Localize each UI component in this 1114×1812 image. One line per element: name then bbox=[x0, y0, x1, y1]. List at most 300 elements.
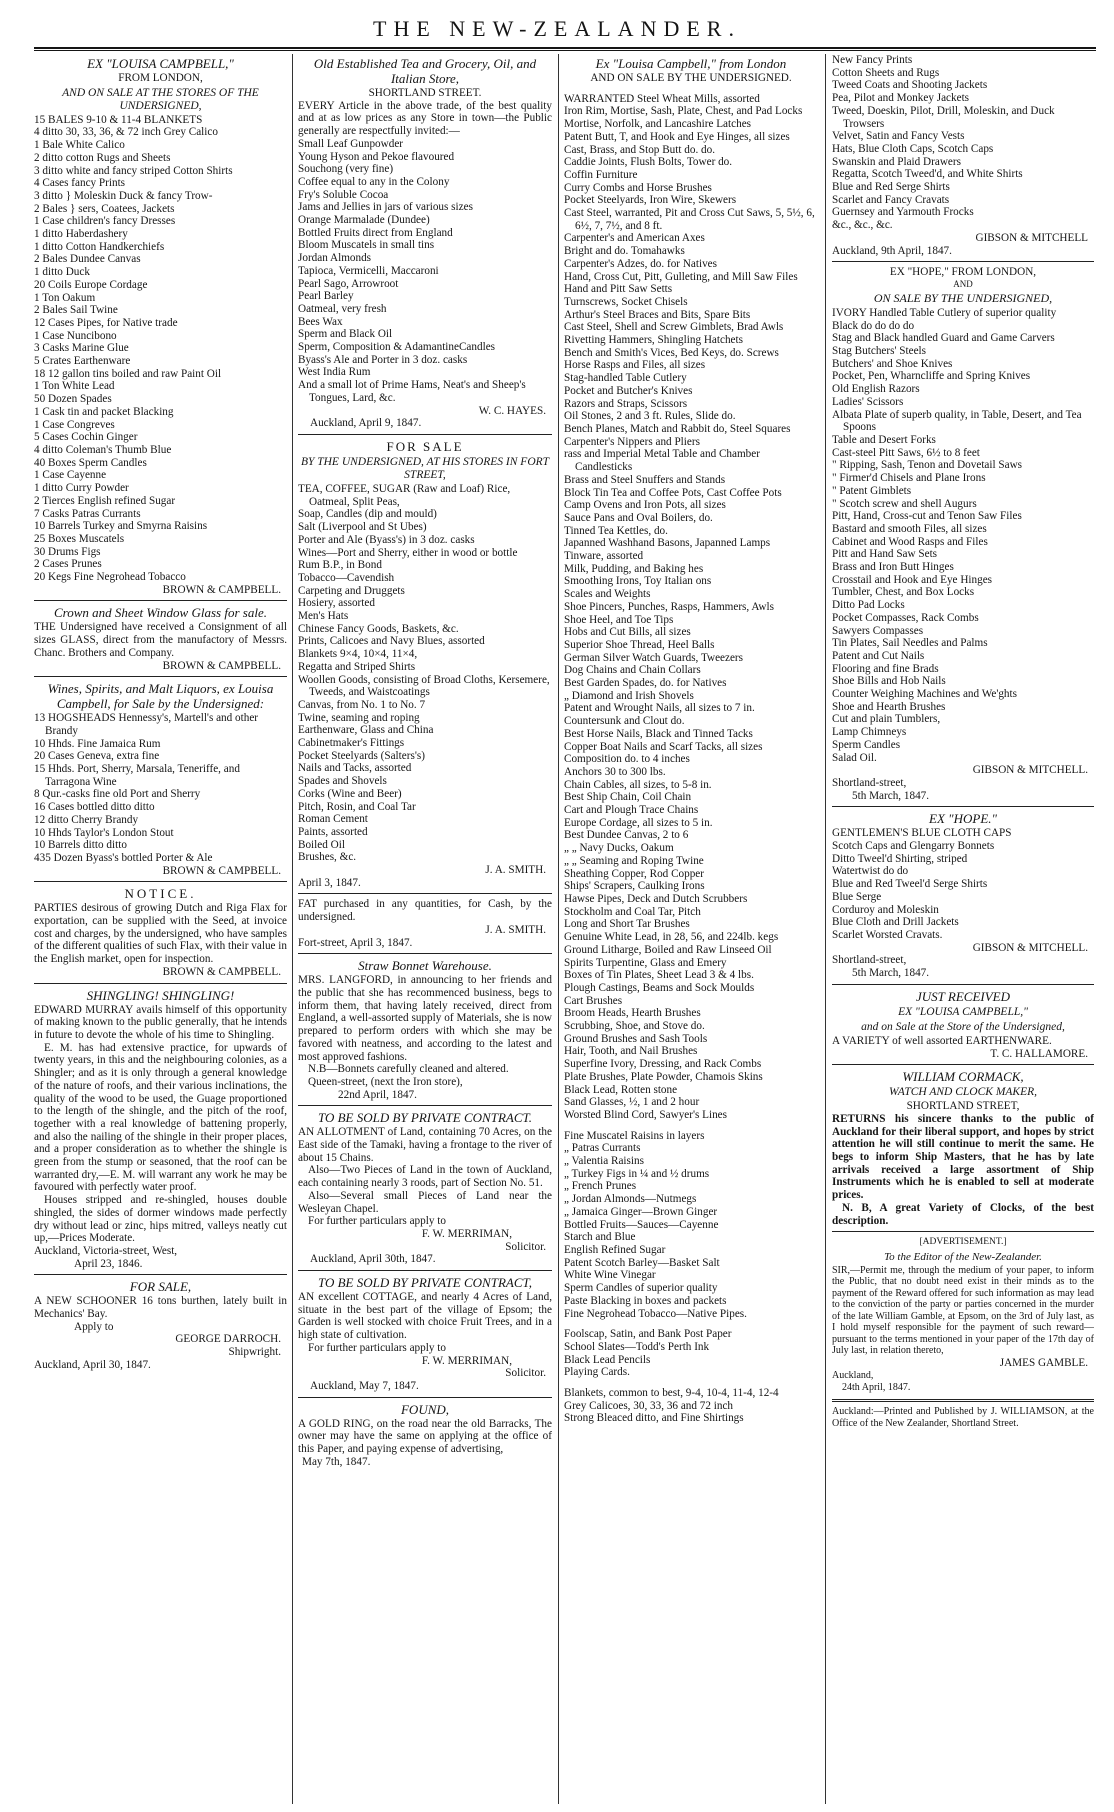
list-line: Guernsey and Yarmouth Frocks bbox=[832, 206, 974, 219]
list-line: Chinese Fancy Goods, Baskets, &c. bbox=[298, 622, 459, 635]
advertiser-signature: W. C. HAYES. bbox=[478, 404, 546, 417]
list-line: Long and Short Tar Brushes bbox=[564, 918, 690, 931]
list-line: Cotton Sheets and Rugs bbox=[832, 66, 940, 79]
list-line: Table and Desert Forks bbox=[832, 433, 936, 446]
advertiser-signature: BROWN & CAMPBELL. bbox=[162, 583, 281, 596]
ad-date: Auckland, April 30, 1847. bbox=[34, 1358, 151, 1371]
list-line: TEA, COFFEE, SUGAR (Raw and Loaf) Rice, Oatmeal, Split Peas, bbox=[298, 482, 511, 508]
list-line: Sauce Pans and Oval Boilers, do. bbox=[564, 511, 713, 524]
list-line: Pea, Pilot and Monkey Jackets bbox=[832, 92, 970, 105]
list-line: Salt (Liverpool and St Ubes) bbox=[298, 521, 427, 534]
list-line: Tinware, assorted bbox=[564, 550, 644, 563]
list-line: Grey Calicoes, 30, 33, 36 and 72 inch bbox=[564, 1399, 734, 1412]
shingling-address: Auckland, Victoria-street, West, bbox=[34, 1244, 178, 1257]
watchmaker-street: SHORTLAND STREET, bbox=[906, 1100, 1020, 1113]
found-text: A GOLD RING, on the road near the old Barracks, The owner may have the same on applying at the office of this Paper, and paying expense of advertising, bbox=[298, 1417, 552, 1456]
advertisement-label: [ADVERTISEMENT.] bbox=[919, 1237, 1007, 1248]
list-line: Tin Plates, Sail Needles and Palms bbox=[832, 637, 988, 650]
louisa-campbell-sale: AND ON SALE AT THE STORES OF THE UNDERSIGNED, bbox=[62, 86, 259, 112]
list-line: „ Patras Currants bbox=[564, 1142, 641, 1155]
tea-store-text: EVERY Article in the above trade, of the best quality and at as low prices as any Store in town—the Public generally are respectfully invited:— bbox=[298, 99, 552, 138]
list-line: Black do do do do bbox=[832, 319, 915, 332]
list-line: Hand, Cross Cut, Pitt, Gulleting, and Mill Saw Files bbox=[564, 270, 798, 283]
louisa-campbell-heading: EX "LOUISA CAMPBELL," bbox=[87, 56, 234, 71]
list-line: School Slates—Todd's Perth Ink bbox=[564, 1340, 710, 1353]
column-divider bbox=[558, 54, 559, 1804]
list-line: Oil Stones, 2 and 3 ft. Rules, Slide do. bbox=[564, 410, 736, 423]
advertiser-signature: F. W. MERRIMAN, bbox=[421, 1227, 512, 1240]
list-line: And a small lot of Prime Hams, Neat's and Sheep's Tongues, Lard, &c. bbox=[298, 379, 526, 404]
apply-to: For further particulars apply to bbox=[308, 1341, 446, 1354]
list-line: Velvet, Satin and Fancy Vests bbox=[832, 130, 965, 143]
masthead bbox=[0, 0, 1114, 52]
list-line: Blue and Red Tweel'd Serge Shirts bbox=[832, 878, 988, 891]
list-line: Spades and Shovels bbox=[298, 775, 387, 788]
list-line: Blue Serge bbox=[832, 890, 882, 903]
list-line: Coffee equal to any in the Colony bbox=[298, 175, 450, 188]
list-line: Pearl Sago, Arrowroot bbox=[298, 277, 399, 290]
notice-text: PARTIES desirous of growing Dutch and Riga Flax for exportation, can be supplied with the Seed, at invoice cost and charges, by the undersigned, who have samples of the different qualities of such Flax, with their value in the English market, open for inspection. bbox=[34, 902, 287, 966]
shingling-date: April 23, 1846. bbox=[74, 1257, 143, 1270]
list-line: " Firmer'd Chisels and Plane Irons bbox=[832, 472, 986, 485]
list-line: „ Valentia Raisins bbox=[564, 1155, 644, 1168]
list-line: Bench and Smith's Vices, Bed Keys, do. Screws bbox=[564, 346, 779, 359]
list-line: Camp Ovens and Iron Pots, all sizes bbox=[564, 499, 726, 512]
ad-date: 5th March, 1847. bbox=[852, 789, 930, 802]
clothing-list bbox=[832, 54, 1094, 232]
list-line: Hand and Pitt Saw Setts bbox=[564, 283, 673, 296]
list-line: Shoe and Hearth Brushes bbox=[832, 700, 946, 713]
list-line: 10 Hhds. Fine Jamaica Rum bbox=[34, 737, 161, 750]
advertiser-signature: BROWN & CAMPBELL. bbox=[162, 864, 281, 877]
advertiser-trade: Solicitor. bbox=[505, 1367, 546, 1380]
list-line: 3 ditto } Moleskin Duck & fancy Trow- bbox=[34, 189, 213, 202]
list-line: Europe Cordage, all sizes to 5 in. bbox=[564, 816, 713, 829]
list-line: 8 Qur.-casks fine old Port and Sherry bbox=[34, 788, 201, 801]
list-line: West India Rum bbox=[298, 366, 371, 379]
column-divider bbox=[292, 54, 293, 1804]
list-line: Patent and Wrought Nails, all sizes to 7 in. bbox=[564, 702, 755, 715]
list-line: Scarlet Worsted Cravats. bbox=[832, 929, 943, 941]
list-line: Ground Brushes and Sash Tools bbox=[564, 1032, 708, 1045]
list-line: Spirits Turpentine, Glass and Emery bbox=[564, 956, 727, 969]
straw-bonnet-text: MRS. LANGFORD, in announcing to her friends and the public that she has recommenced business, begs to inform them, that having lately received, direct from England, a well-assorted supply of Materials, she is now prepared to perform orders with which she may be favored with neatness, and according to the latest and most approved fashions. bbox=[298, 974, 552, 1063]
list-line: IVORY Handled Table Cutlery of superior quality bbox=[832, 306, 1057, 319]
list-line: Patent Butt, T, and Hook and Eye Hinges, all sizes bbox=[564, 130, 790, 143]
list-line: Hats, Blue Cloth Caps, Scotch Caps bbox=[832, 142, 994, 155]
list-line: Cast-steel Pitt Saws, 6½ to 8 feet bbox=[832, 446, 980, 459]
list-line: Old English Razors bbox=[832, 383, 920, 396]
list-line: 10 Barrels ditto ditto bbox=[34, 839, 127, 852]
list-line: Bastard and smooth Files, all sizes bbox=[832, 522, 987, 535]
list-line: Blue Cloth and Drill Jackets bbox=[832, 916, 959, 929]
list-line: Tumbler, Chest, and Box Locks bbox=[832, 586, 975, 599]
printer-imprint: Auckland:—Printed and Published by J. WILLIAMSON, at the Office of the New Zealander, Shortland Street. bbox=[832, 1406, 1094, 1429]
list-line: Brass and Iron Butt Hinges bbox=[832, 561, 954, 574]
for-sale-heading: FOR SALE bbox=[386, 438, 464, 454]
list-line: Patent Scotch Barley—Basket Salt bbox=[564, 1256, 720, 1269]
hardware-list bbox=[564, 93, 818, 1122]
list-line: Regatta, Scotch Tweed'd, and White Shirts bbox=[832, 168, 1023, 181]
notice-heading: NOTICE. bbox=[124, 886, 197, 902]
list-line: Bloom Muscatels in small tins bbox=[298, 239, 435, 252]
column-divider bbox=[825, 54, 826, 1804]
list-line: Scotch Caps and Glengarry Bonnets bbox=[832, 840, 995, 853]
list-line: Pocket and Butcher's Knives bbox=[564, 384, 693, 397]
straw-bonnet-heading: Straw Bonnet Warehouse. bbox=[358, 958, 492, 974]
list-line: Fine Negrohead Tobacco—Native Pipes. bbox=[564, 1307, 747, 1320]
letter-addressee: To the Editor of the New-Zealander. bbox=[884, 1250, 1042, 1263]
list-line: Rum B.P., in Bond bbox=[298, 559, 382, 572]
list-line: Wines—Port and Sherry, either in wood or bottle bbox=[298, 546, 518, 559]
letter-signature: JAMES GAMBLE. bbox=[999, 1356, 1088, 1369]
list-line: Cast Steel, warranted, Pit and Cross Cut Saws, 5, 5½, 6, 6½, 7, 7½, and 8 ft. bbox=[564, 207, 815, 232]
list-line: Orange Marmalade (Dundee) bbox=[298, 214, 430, 227]
cottage-text: AN excellent COTTAGE, and nearly 4 Acres of Land, situate in the best part of the village of Epsom; the Garden is well stocked with choice Fruit Trees, and in a high state of cultivation. bbox=[298, 1291, 552, 1342]
list-line: English Refined Sugar bbox=[564, 1243, 666, 1256]
list-line: Hawse Pipes, Deck and Dutch Scrubbers bbox=[564, 893, 748, 905]
tea-store-heading: Old Established Tea and Grocery, Oil, and Italian Store, bbox=[313, 56, 537, 86]
list-line: Jams and Jellies in jars of various sizes bbox=[298, 201, 473, 214]
masthead-rule bbox=[34, 47, 1096, 49]
list-line: Best Ship Chain, Coil Chain bbox=[564, 791, 692, 804]
list-line: 2 Cases Prunes bbox=[34, 558, 102, 571]
list-line: Tweed Coats and Shooting Jackets bbox=[832, 79, 988, 92]
private-contract-text: Also—Several small Pieces of Land near the Wesleyan Chapel. bbox=[298, 1189, 552, 1215]
advertiser-signature: BROWN & CAMPBELL. bbox=[162, 659, 281, 672]
schooner-text: A NEW SCHOONER 16 tons burthen, lately built in Mechanics' Bay. bbox=[34, 1295, 287, 1321]
masthead-rule-thin bbox=[34, 50, 1096, 51]
list-line: Cast Steel, Shell and Screw Gimblets, Brad Awls bbox=[564, 321, 784, 334]
list-line: Plate Brushes, Plate Powder, Chamois Skins bbox=[564, 1070, 763, 1083]
list-line: Brass and Steel Snuffers and Stands bbox=[564, 473, 726, 486]
list-line: „ Jamaica Ginger—Brown Ginger bbox=[564, 1205, 718, 1218]
list-line: 5 Cases Cochin Ginger bbox=[34, 431, 138, 444]
list-line: Ditto Tweel'd Shirting, striped bbox=[832, 852, 968, 865]
advertiser-signature: T. C. HALLAMORE. bbox=[990, 1047, 1088, 1060]
list-line: Pocket, Pen, Wharncliffe and Spring Knives bbox=[832, 370, 1031, 383]
list-line: Shoe Bills and Hob Nails bbox=[832, 675, 946, 688]
list-line: Bench Planes, Match and Rabbit do, Steel Squares bbox=[564, 422, 791, 435]
list-line: Sperm and Black Oil bbox=[298, 328, 393, 341]
cutlery-list bbox=[832, 307, 1094, 764]
list-line: Carpenter's and American Axes bbox=[564, 232, 705, 245]
list-line: 18 12 gallon tins boiled and raw Paint Oil bbox=[34, 367, 222, 380]
hardware-heading: Ex "Louisa Campbell," from London bbox=[595, 56, 787, 71]
list-line: Carpeting and Druggets bbox=[298, 584, 405, 597]
list-line: „ „ Navy Ducks, Oakum bbox=[564, 842, 674, 855]
list-line: German Silver Watch Guards, Tweezers bbox=[564, 651, 744, 664]
list-line: Cut and plain Tumblers, bbox=[832, 713, 941, 726]
list-line: Dog Chains and Chain Collars bbox=[564, 664, 701, 677]
list-line: rass and Imperial Metal Table and Chamber Candlesticks bbox=[564, 448, 760, 474]
list-line: Playing Cards. bbox=[564, 1366, 630, 1379]
list-line: Jordan Almonds bbox=[298, 252, 372, 265]
list-line: Ships' Scrapers, Caulking Irons bbox=[564, 880, 705, 893]
list-line: Mortise, Norfolk, and Lancashire Latches bbox=[564, 118, 752, 131]
list-line: Twine, seaming and roping bbox=[298, 711, 420, 724]
list-line: Ladies' Scissors bbox=[832, 395, 904, 408]
list-line: Stag-handled Table Cutlery bbox=[564, 372, 687, 385]
list-line: Caddie Joints, Flush Bolts, Tower do. bbox=[564, 156, 733, 169]
watchmaker-note: N. B, A great Variety of Clocks, of the best description. bbox=[832, 1201, 1094, 1227]
list-line: Soap, Candles (dip and mould) bbox=[298, 508, 437, 521]
list-line: 1 ditto Curry Powder bbox=[34, 482, 129, 495]
list-line: Hosiery, assorted bbox=[298, 597, 375, 610]
list-line: 1 Case Cayenne bbox=[34, 469, 107, 482]
list-line: Anchors 30 to 300 lbs. bbox=[564, 765, 666, 778]
list-line: Bright and do. Tomahawks bbox=[564, 245, 685, 258]
list-line: Nails and Tacks, assorted bbox=[298, 762, 412, 775]
list-line: Sheathing Copper, Rod Copper bbox=[564, 867, 705, 880]
straw-bonnet-note: N.B—Bonnets carefully cleaned and altered. bbox=[308, 1063, 509, 1076]
list-line: Pocket Steelyards (Salters's) bbox=[298, 749, 425, 762]
list-line: „ Diamond and Irish Shovels bbox=[564, 689, 694, 702]
list-line: Black Lead Pencils bbox=[564, 1353, 651, 1366]
list-line: Salad Oil. bbox=[832, 751, 877, 764]
list-line: Cast, Brass, and Stop Butt do. do. bbox=[564, 143, 716, 156]
list-line: Black Lead, Rotten stone bbox=[564, 1083, 678, 1096]
list-line: 2 Bales Sail Twine bbox=[34, 304, 118, 317]
list-line: Tobacco—Cavendish bbox=[298, 571, 395, 584]
ad-date: Auckland, 9th April, 1847. bbox=[832, 244, 952, 257]
list-line: Scarlet and Fancy Cravats bbox=[832, 193, 950, 206]
list-line: Boxes of Tin Plates, Sheet Lead 3 & 4 lbs. bbox=[564, 969, 754, 982]
shingling-paragraph: Houses stripped and re-shingled, houses double shingled, the sides of dormer windows made perfectly dry without lead or zinc, hips mitred, valleys neatly cut up,—Prices Moderate. bbox=[34, 1194, 287, 1245]
column-1 bbox=[34, 54, 287, 1804]
list-line: 10 Hhds Taylor's London Stout bbox=[34, 826, 174, 839]
ad-date: 5th March, 1847. bbox=[852, 967, 930, 980]
newspaper-title: THE NEW-ZEALANDER. bbox=[373, 16, 741, 41]
ad-date: May 7th, 1847. bbox=[302, 1455, 371, 1468]
list-line: 20 Cases Geneva, extra fine bbox=[34, 750, 160, 763]
private-contract-heading: TO BE SOLD BY PRIVATE CONTRACT. bbox=[317, 1110, 533, 1126]
list-line: Curry Combs and Horse Brushes bbox=[564, 181, 712, 194]
list-line: Coffin Furniture bbox=[564, 168, 638, 181]
list-line: Superior Shoe Thread, Heel Balls bbox=[564, 638, 715, 651]
hope-and: AND bbox=[953, 278, 973, 289]
list-line: Prints, Calicoes and Navy Blues, assorted bbox=[298, 635, 485, 648]
list-line: Watertwist do do bbox=[832, 865, 909, 878]
hardware-subheading: AND ON SALE BY THE UNDERSIGNED. bbox=[590, 72, 792, 84]
list-line: 3 Casks Marine Glue bbox=[34, 342, 129, 355]
watchmaker-heading: WILLIAM CORMACK, bbox=[902, 1069, 1024, 1085]
ad-date: Fort-street, April 3, 1847. bbox=[298, 936, 413, 949]
list-line: Rivetting Hammers, Shingling Hatchets bbox=[564, 334, 743, 347]
advertiser-signature: GIBSON & MITCHELL. bbox=[972, 941, 1088, 954]
list-line: Best Dundee Canvas, 2 to 6 bbox=[564, 829, 689, 842]
private-contract-heading: TO BE SOLD BY PRIVATE CONTRACT, bbox=[317, 1275, 533, 1291]
wines-heading: Wines, Spirits, and Malt Liquors, ex Louisa Campbell, for Sale by the Undersigned: bbox=[47, 681, 274, 712]
private-contract-text: AN ALLOTMENT of Land, containing 70 Acres, on the East side of the Tamaki, having a frontage to the river of about 15 Chains. bbox=[298, 1126, 552, 1164]
hope-heading: EX "HOPE," FROM LONDON, bbox=[889, 266, 1037, 279]
list-line: 40 Boxes Sperm Candles bbox=[34, 456, 147, 469]
list-line: 4 ditto Coleman's Thumb Blue bbox=[34, 443, 172, 456]
list-line: Bees Wax bbox=[298, 315, 343, 328]
ad-date: 22nd April, 1847. bbox=[338, 1088, 417, 1101]
list-line: White Wine Vinegar bbox=[564, 1269, 656, 1282]
list-line: 5 Crates Earthenware bbox=[34, 355, 131, 368]
tea-store-list bbox=[298, 138, 552, 405]
list-line: Fry's Soluble Cocoa bbox=[298, 188, 389, 201]
list-line: 2 Tierces English refined Sugar bbox=[34, 494, 176, 507]
list-line: " Patent Gimblets bbox=[832, 484, 912, 497]
list-line: Pitt and Hand Saw Sets bbox=[832, 548, 938, 561]
shingling-paragraph: E. M. has had extensive practice, for upwards of twenty years, in this and the neighbouring colonies, as a Shingler; and as it is only through a general knowledge of the nature of roofs, and their various inclinations, the quality of the wood to be used, the Guage proportioned to the length of the shingle, and the pitch of the roof, together with a real knowledge of battening properly, and also the nailing of the shingle in their proper places, and a proper consideration as to whether the shingle is green from the stump or seasoned, that the roof can be warranted dry,—E. M. will warrant any work he may be favoured with perfectly water proof. bbox=[34, 1041, 287, 1194]
list-line: Stockholm and Coal Tar, Pitch bbox=[564, 905, 701, 918]
list-line: Regatta and Striped Shirts bbox=[298, 660, 416, 673]
list-line: 1 ditto Haberdashery bbox=[34, 228, 128, 241]
louisa-campbell-list bbox=[34, 114, 287, 584]
list-line: Turnscrews, Socket Chisels bbox=[564, 295, 688, 308]
list-line: 2 ditto cotton Rugs and Sheets bbox=[34, 151, 171, 164]
list-line: Cabinet and Wood Rasps and Files bbox=[832, 535, 988, 548]
list-line: 13 HOGSHEADS Hennessy's, Martell's and other Brandy bbox=[34, 712, 259, 737]
fat-text: FAT purchased in any quantities, for Cash, by the undersigned. bbox=[298, 898, 552, 924]
list-line: Paste Blacking in boxes and packets bbox=[564, 1294, 727, 1307]
list-line: „ French Prunes bbox=[564, 1180, 637, 1193]
glass-heading: Crown and Sheet Window Glass for sale. bbox=[54, 605, 267, 621]
list-line: Men's Hats bbox=[298, 610, 349, 623]
list-line: 1 ditto Cotton Handkerchiefs bbox=[34, 240, 165, 253]
list-line: " Ripping, Sash, Tenon and Dovetail Saws bbox=[832, 459, 1023, 472]
list-line: Pocket Steelyards, Iron Wire, Skewers bbox=[564, 194, 737, 207]
list-line: Milk, Pudding, and Baking hes bbox=[564, 562, 704, 575]
list-line: Pearl Barley bbox=[298, 290, 354, 303]
advertiser-signature: J. A. SMITH. bbox=[485, 923, 546, 936]
list-line: 1 ditto Duck bbox=[34, 266, 90, 279]
list-line: Smoothing Irons, Toy Italian ons bbox=[564, 575, 712, 588]
list-line: Block Tin Tea and Coffee Pots, Cast Coffee Pots bbox=[564, 486, 782, 499]
just-received-heading: JUST RECEIVED bbox=[916, 988, 1010, 1004]
list-line: Scales and Weights bbox=[564, 588, 651, 601]
list-line: Souchong (very fine) bbox=[298, 163, 394, 176]
list-line: Best Horse Nails, Black and Tinned Tacks bbox=[564, 727, 753, 740]
column-4 bbox=[832, 54, 1094, 1804]
list-line: Carpenter's Nippers and Pliers bbox=[564, 435, 700, 448]
list-line: 1 Bale White Calico bbox=[34, 139, 125, 152]
ad-date: April 3, 1847. bbox=[298, 876, 361, 889]
list-line: Tapioca, Vermicelli, Maccaroni bbox=[298, 264, 439, 277]
column-2 bbox=[298, 54, 552, 1804]
list-line: Blankets, common to best, 9-4, 10-4, 11-4, 12-4 bbox=[564, 1387, 779, 1400]
list-line: Boiled Oil bbox=[298, 838, 345, 851]
caps-list bbox=[832, 827, 1094, 941]
list-line: Stag and Black handled Guard and Game Carvers bbox=[832, 332, 1055, 345]
list-line: Patent and Cut Nails bbox=[832, 649, 925, 662]
list-line: Broom Heads, Hearth Brushes bbox=[564, 1007, 701, 1020]
letter-place: Auckland, bbox=[832, 1369, 874, 1381]
list-line: Copper Boat Nails and Scarf Tacks, all sizes bbox=[564, 740, 763, 753]
list-line: Scrubbing, Shoe, and Stove do. bbox=[564, 1020, 705, 1033]
list-line: Japanned Washhand Basons, Japanned Lamps bbox=[564, 537, 771, 550]
for-sale-heading: FOR SALE, bbox=[129, 1279, 192, 1295]
list-line: Sperm Candles of superior quality bbox=[564, 1282, 718, 1295]
list-line: New Fancy Prints bbox=[832, 54, 913, 66]
list-line: Oatmeal, very fresh bbox=[298, 302, 387, 315]
advertiser-signature: BROWN & CAMPBELL. bbox=[162, 965, 281, 978]
list-line: Iron Rim, Mortise, Sash, Plate, Chest, and Pad Locks bbox=[564, 105, 803, 118]
list-line: 50 Dozen Spades bbox=[34, 393, 112, 406]
list-line: Fine Muscatel Raisins in layers bbox=[564, 1129, 705, 1142]
list-line: „ Jordan Almonds—Nutmegs bbox=[564, 1193, 697, 1206]
advertiser-trade: Shipwright. bbox=[228, 1346, 281, 1359]
list-line: 2 Bales } sers, Coatees, Jackets bbox=[34, 202, 175, 215]
list-line: Hobs and Cut Bills, all sizes bbox=[564, 626, 691, 639]
list-line: Starch and Blue bbox=[564, 1231, 636, 1244]
stationery-list bbox=[564, 1328, 818, 1379]
list-line: Worsted Blind Cord, Sawyer's Lines bbox=[564, 1108, 728, 1121]
list-line: Horse Rasps and Files, all sizes bbox=[564, 359, 706, 372]
list-line: Sand Glasses, ½, 1 and 2 hour bbox=[564, 1096, 700, 1109]
list-line: Albata Plate of superb quality, in Table, Desert, and Tea Spoons bbox=[832, 408, 1082, 434]
list-line: Pitch, Rosin, and Coal Tar bbox=[298, 800, 416, 813]
list-line: 12 Cases Pipes, for Native trade bbox=[34, 316, 178, 329]
just-received-sale: and on Sale at the Store of the Undersigned, bbox=[861, 1020, 1065, 1033]
list-line: 2 Bales Dundee Canvas bbox=[34, 253, 141, 266]
list-line: 435 Dozen Byass's bottled Porter & Ale bbox=[34, 851, 213, 864]
advertiser-trade: Solicitor. bbox=[505, 1240, 546, 1253]
list-line: Sperm, Composition & AdamantineCandles bbox=[298, 341, 496, 354]
list-line: Small Leaf Gunpowder bbox=[298, 137, 404, 150]
list-line: Pitt, Hand, Cross-cut and Tenon Saw Files bbox=[832, 510, 1022, 523]
list-line: Ditto Pad Locks bbox=[832, 599, 905, 612]
list-line: Cabinetmaker's Fittings bbox=[298, 737, 405, 750]
list-line: Bottled Fruits direct from England bbox=[298, 226, 453, 239]
list-line: 10 Barrels Turkey and Smyrna Raisins bbox=[34, 520, 208, 533]
louisa-campbell-from: FROM LONDON, bbox=[118, 72, 203, 84]
list-line: 15 Hhds. Port, Sherry, Marsala, Teneriffe, and Tarragona Wine bbox=[34, 763, 240, 788]
advertiser-signature: GEORGE DARROCH. bbox=[175, 1333, 281, 1346]
wines-list bbox=[34, 712, 287, 864]
just-received-ex: EX "LOUISA CAMPBELL," bbox=[898, 1005, 1028, 1018]
list-line: Razors and Straps, Scissors bbox=[564, 397, 688, 410]
fort-street-list bbox=[298, 483, 552, 864]
list-line: 1 Case Congreves bbox=[34, 418, 115, 431]
column-3 bbox=[564, 54, 818, 1804]
list-line: Counter Weighing Machines and We'ghts bbox=[832, 688, 1017, 701]
list-line: Corks (Wine and Beer) bbox=[298, 787, 402, 800]
ad-address: Shortland-street, bbox=[832, 954, 907, 967]
list-line: Flooring and fine Brads bbox=[832, 662, 939, 675]
drapery-list bbox=[564, 1387, 818, 1425]
list-line: 20 Coils Europe Cordage bbox=[34, 278, 148, 291]
list-line: Young Hyson and Pekoe flavoured bbox=[298, 150, 455, 163]
list-line: Ground Litharge, Boiled and Raw Linseed Oil bbox=[564, 943, 772, 956]
list-line: 3 ditto white and fancy striped Cotton Shirts bbox=[34, 164, 233, 177]
list-line: Paints, assorted bbox=[298, 825, 368, 838]
found-heading: FOUND, bbox=[400, 1401, 450, 1417]
list-line: Shoe Heel, and Toe Tips bbox=[564, 613, 674, 626]
list-line: Shoe Pincers, Punches, Rasps, Hammers, Awls bbox=[564, 600, 774, 613]
list-line: Byass's Ale and Porter in 3 doz. casks bbox=[298, 353, 468, 366]
list-line: 1 Case children's fancy Dresses bbox=[34, 215, 176, 228]
list-line: Best Garden Spades, do. for Natives bbox=[564, 677, 727, 690]
list-line: " Scotch screw and shell Augurs bbox=[832, 497, 977, 510]
watchmaker-text: RETURNS his sincere thanks to the public of Auckland for their liberal support, and hopes by strict attention he will still continue to merit the same. He begs to inform Ship Masters, that he has by late arrivals received a large assortment of Ship Instruments which he is enabled to sell at moderate prices. bbox=[832, 1112, 1094, 1202]
tea-store-street: SHORTLAND STREET. bbox=[368, 87, 482, 99]
list-line: 1 Case Nuncibono bbox=[34, 329, 117, 342]
list-line: GENTLEMEN'S BLUE CLOTH CAPS bbox=[832, 827, 1012, 840]
list-line: WARRANTED Steel Wheat Mills, assorted bbox=[564, 92, 760, 105]
list-line: Tinned Tea Kettles, do. bbox=[564, 524, 668, 537]
list-line: Pocket Compasses, Rack Combs bbox=[832, 611, 979, 624]
advertiser-signature: F. W. MERRIMAN, bbox=[421, 1354, 512, 1367]
list-line: „ Turkey Figs in ¼ and ½ drums bbox=[564, 1167, 710, 1180]
letter-text: SIR,—Permit me, through the medium of your paper, to inform the Public, that no doubt need exist in their minds as to the payment of the Reward offered for such information as may lead to the conviction of the party or parties concerned in the murder of the late William Gamble, at Epsom, on the 3rd of July last, as I hold myself responsible for the payment of such reward—pursuant to the terms mentioned in your paper of the 17th day of July last, in relation thereto, bbox=[832, 1264, 1094, 1357]
list-line: Swanskin and Plaid Drawers bbox=[832, 155, 961, 168]
apply-to: For further particulars apply to bbox=[308, 1215, 446, 1228]
